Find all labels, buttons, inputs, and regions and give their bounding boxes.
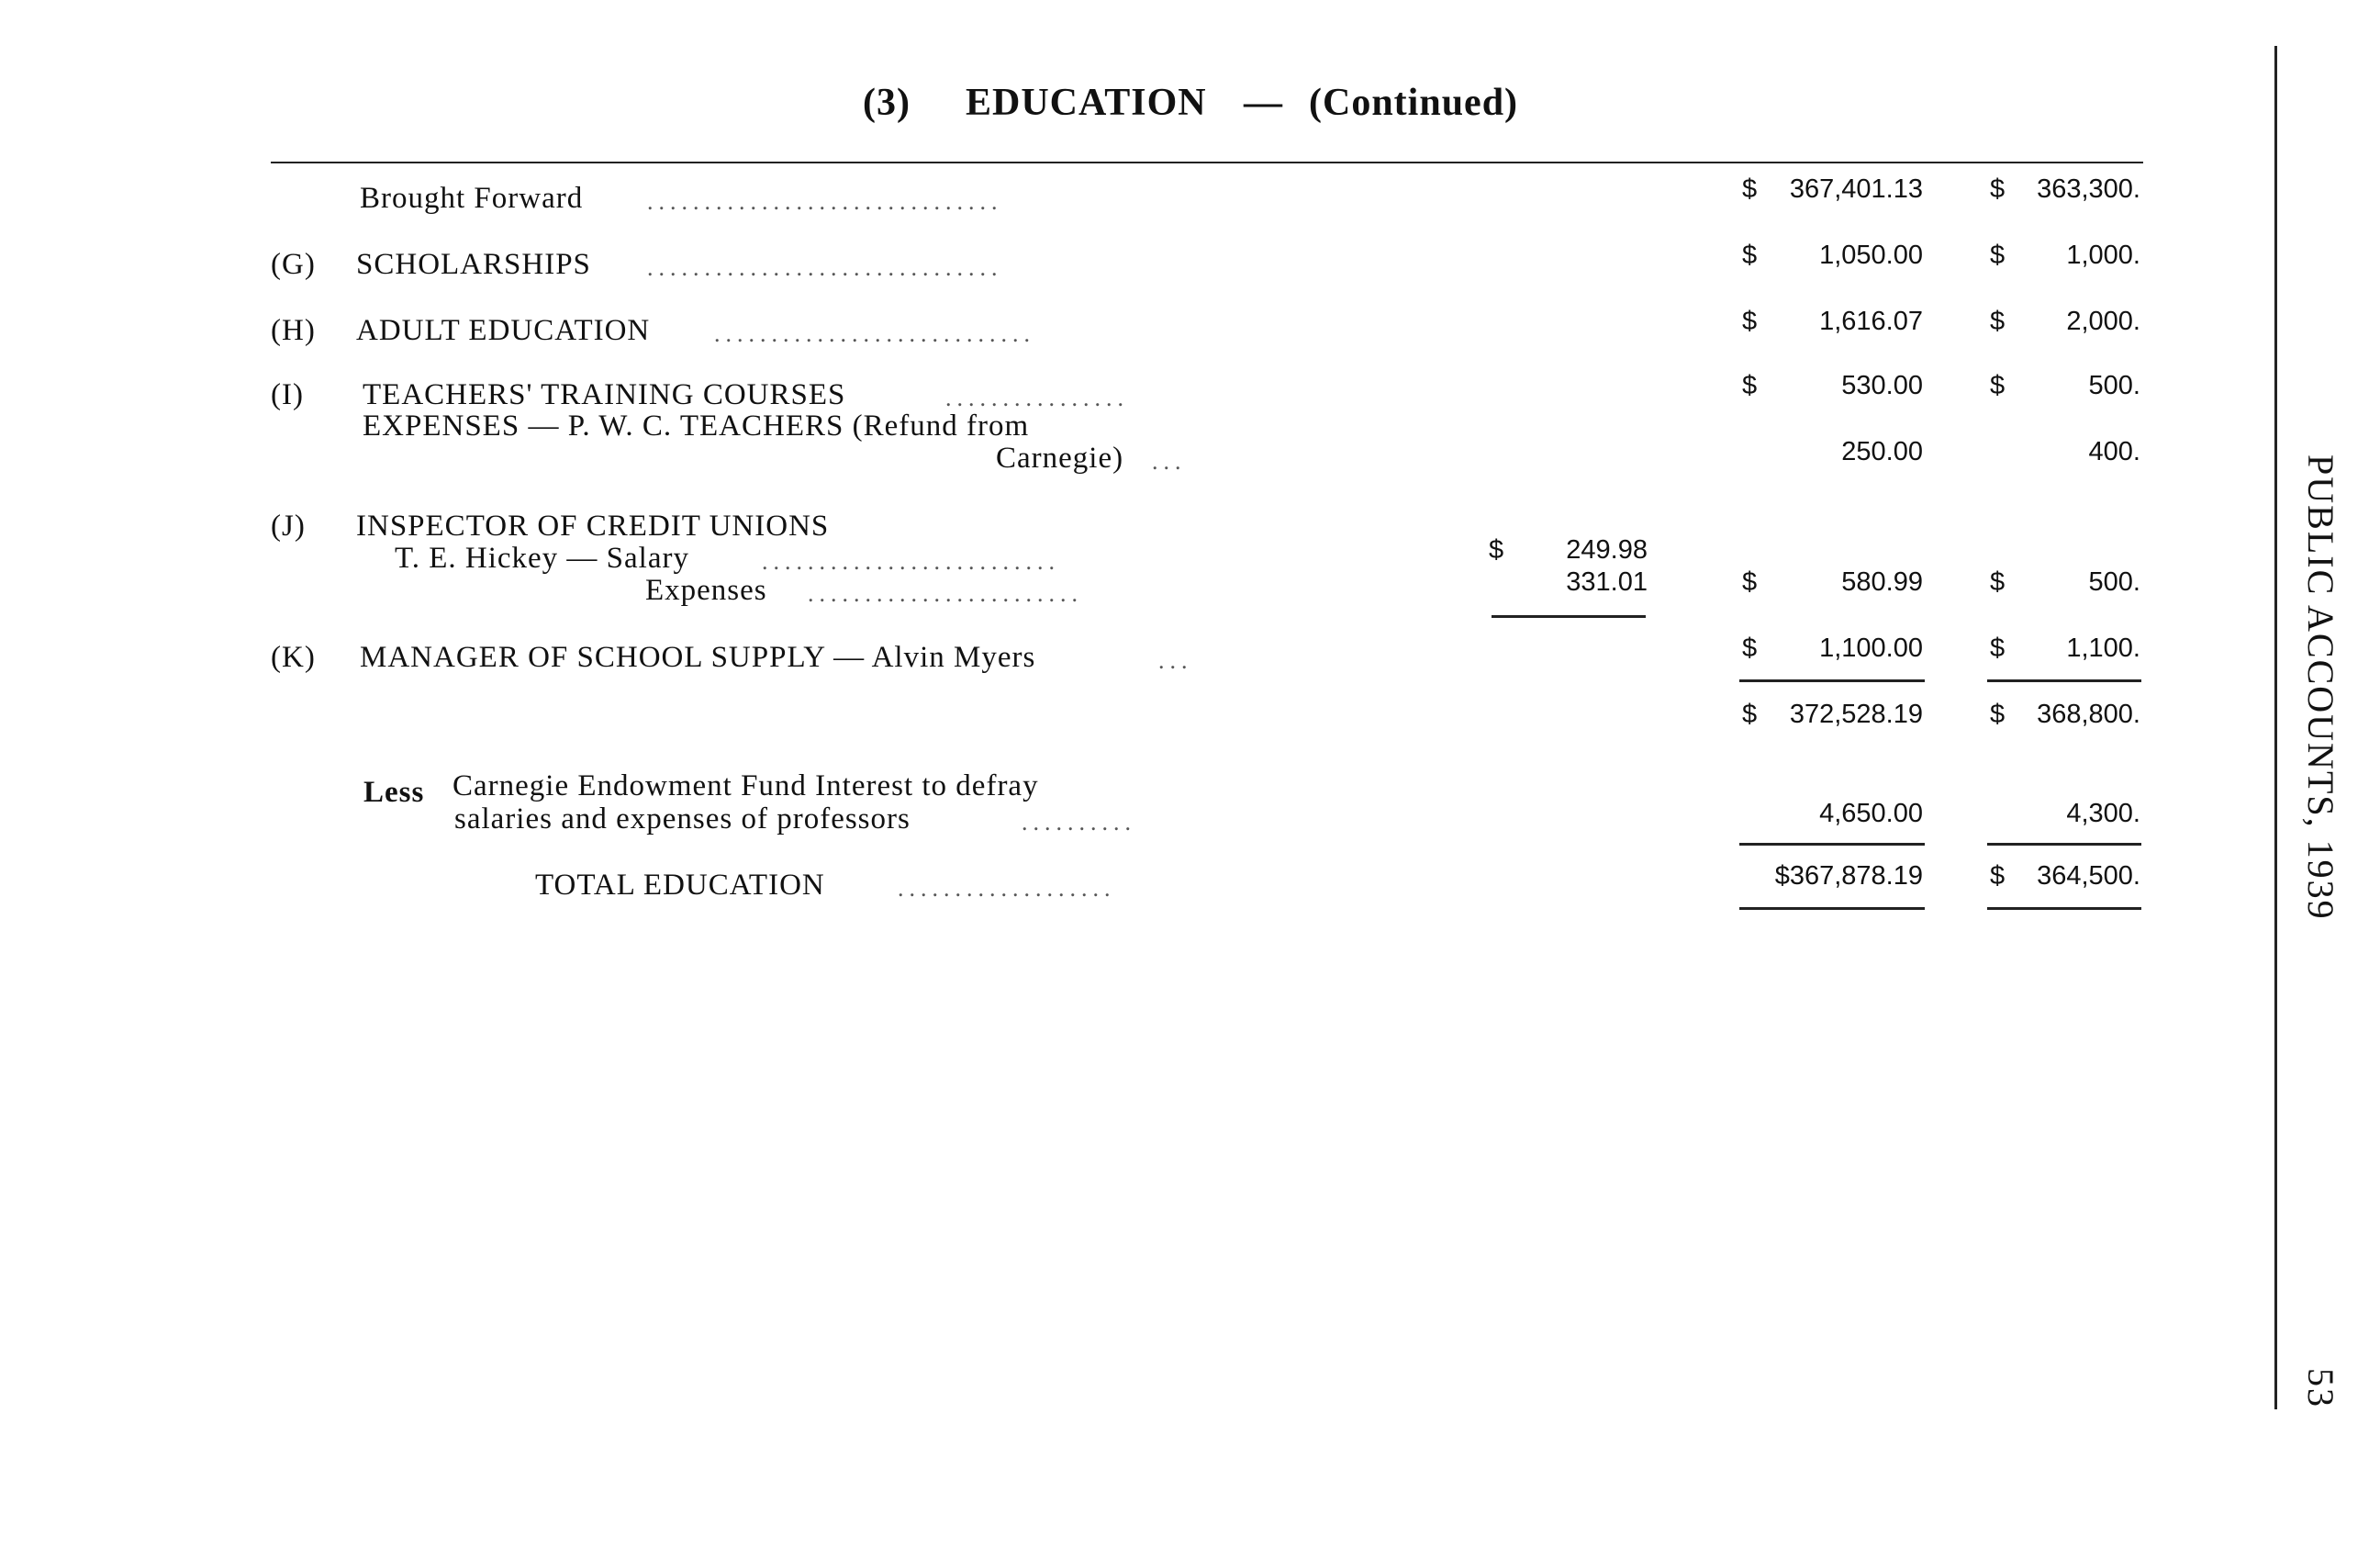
row-j-detail-dollar: $ [1489, 535, 1504, 565]
final-rule-prev [1987, 907, 2141, 910]
total-prev: 364,500. [2037, 861, 2140, 891]
row-k-label: MANAGER OF SCHOOL SUPPLY — Alvin Myers [360, 641, 1036, 674]
subtotal-cur: 372,528.19 [1789, 700, 1923, 729]
row-j-detail-rule [1492, 615, 1646, 618]
row-g-prev-dollar: $ [1990, 241, 2006, 270]
leader-dots: .......................... [762, 548, 1060, 575]
row-j-salary-label: T. E. Hickey — Salary [395, 542, 689, 575]
leader-dots: ............................ [714, 320, 1035, 347]
row-j-expenses-label: Expenses [645, 574, 767, 607]
less-word: Less [363, 776, 425, 809]
row-j-cur-dollar: $ [1742, 567, 1758, 597]
total-rule-cur [1739, 843, 1925, 846]
subtotal-rule-cur [1739, 679, 1925, 682]
row-i-label: TEACHERS' TRAINING COURSES [363, 378, 846, 411]
less-prev: 4,300. [2066, 799, 2140, 828]
row-i-cur-dollar: $ [1742, 371, 1758, 400]
row-i-sub-label-2: Carnegie) [996, 442, 1124, 475]
row-j-cur: 580.99 [1841, 567, 1923, 597]
side-rule [2274, 46, 2277, 1409]
leader-dots: ............................... [647, 188, 1003, 215]
row-g-cur: 1,050.00 [1819, 241, 1923, 270]
row-k-cur-dollar: $ [1742, 634, 1758, 663]
row-j-code: (J) [271, 510, 306, 543]
row-i-sub-prev: 400. [2088, 437, 2140, 466]
total-label: TOTAL EDUCATION [535, 869, 825, 902]
row-i-code: (I) [271, 378, 304, 411]
row-k-cur: 1,100.00 [1819, 634, 1923, 663]
row-j-prev: 500. [2088, 567, 2140, 597]
total-prev-dollar: $ [1990, 861, 2006, 891]
subtotal-cur-dollar: $ [1742, 700, 1758, 729]
leader-dots: ................ [945, 385, 1129, 411]
row-i-sub-cur: 250.00 [1841, 437, 1923, 466]
section-continued: (Continued) [1309, 82, 1519, 124]
row-h-label: ADULT EDUCATION [356, 314, 651, 347]
total-rule-prev [1987, 843, 2141, 846]
row-i-prev: 500. [2088, 371, 2140, 400]
brought-forward-cur: 367,401.13 [1789, 174, 1923, 204]
row-h-code: (H) [271, 314, 316, 347]
row-j-expenses: 331.01 [1566, 567, 1648, 597]
leader-dots: .......... [1022, 809, 1136, 836]
header-rule [271, 162, 2143, 163]
row-g-prev: 1,000. [2066, 241, 2140, 270]
row-j-label: INSPECTOR OF CREDIT UNIONS [356, 510, 830, 543]
brought-forward-prev: 363,300. [2037, 174, 2140, 204]
row-i-prev-dollar: $ [1990, 371, 2006, 400]
less-label: Carnegie Endowment Fund Interest to defray [453, 769, 1039, 802]
row-j-salary: 249.98 [1566, 535, 1648, 565]
row-j-prev-dollar: $ [1990, 567, 2006, 597]
section-title: EDUCATION [966, 82, 1207, 124]
less-label-2: salaries and expenses of professors [454, 802, 911, 836]
leader-dots: ................... [898, 875, 1116, 902]
subtotal-prev: 368,800. [2037, 700, 2140, 729]
row-h-prev-dollar: $ [1990, 307, 2006, 336]
row-g-label: SCHOLARSHIPS [356, 248, 591, 281]
page-number: 53 [2300, 1368, 2341, 1408]
title-dash: — [1244, 82, 1283, 124]
leader-dots: ............................... [647, 254, 1003, 281]
subtotal-prev-dollar: $ [1990, 700, 2006, 729]
leader-dots: ... [1152, 448, 1187, 475]
section-number: (3) [863, 82, 911, 124]
total-cur: $367,878.19 [1774, 861, 1923, 891]
row-k-code: (K) [271, 641, 316, 674]
row-i-cur: 530.00 [1841, 371, 1923, 400]
row-h-prev: 2,000. [2066, 307, 2140, 336]
less-cur: 4,650.00 [1819, 799, 1923, 828]
row-g-cur-dollar: $ [1742, 241, 1758, 270]
row-k-prev-dollar: $ [1990, 634, 2006, 663]
brought-forward-prev-dollar: $ [1990, 174, 2006, 204]
final-rule-cur [1739, 907, 1925, 910]
row-h-cur: 1,616.07 [1819, 307, 1923, 336]
row-h-cur-dollar: $ [1742, 307, 1758, 336]
leader-dots: ... [1158, 647, 1193, 674]
row-g-code: (G) [271, 248, 316, 281]
leader-dots: ........................ [808, 580, 1083, 607]
row-k-prev: 1,100. [2066, 634, 2140, 663]
running-head: PUBLIC ACCOUNTS, 1939 [2300, 454, 2341, 921]
row-i-sub-label: EXPENSES — P. W. C. TEACHERS (Refund from [363, 409, 1030, 443]
brought-forward-cur-dollar: $ [1742, 174, 1758, 204]
subtotal-rule-prev [1987, 679, 2141, 682]
brought-forward-label: Brought Forward [360, 182, 584, 215]
